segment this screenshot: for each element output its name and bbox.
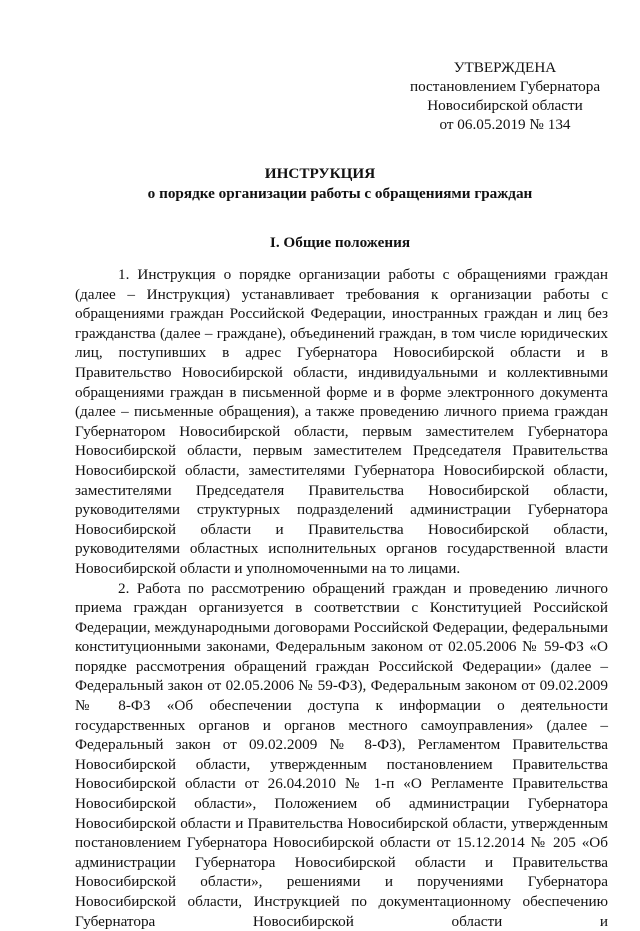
document-body (75, 265, 608, 931)
paragraph-2: 2. Работа по рассмотрению обращений граждан и проведению личного приема граждан организуется в соответствии с Конституцией Российской Федерации, международными договорами Российской Федерации, федеральными конституционными законами, Федеральным законом от 02.05.2006 № 59-ФЗ «О порядке рассмотрения обращений граждан Российской Федерации» (далее – Федеральный закон от 02.05.2006 № 59-ФЗ), Федеральным законом от 09.02.2009 № 8-ФЗ «Об обеспечении доступа к информации о деятельности государственных органов и органов местного самоуправления» (далее – Федеральный закон от 09.02.2009 № 8-ФЗ), Регламентом Правительства Новосибирской области, утвержденным постановлением Правительства Новосибирской области от 26.04.2010 № 1-п «О Регламенте Правительства Новосибирской области», Положением об администрации Губернатора Новосибирской области и Правительства Новосибирской области, утвержденным постановлением Губернатора Новосибирской области от 15.12.2014 № 205 «Об администрации Губернатора Новосибирской области и Правительства Новосибирской области», решениями и поручениями Губернатора Новосибирской области, Инструкцией по документационному обеспечению Губернатора Новосибирской области и (75, 579, 608, 931)
title-subtitle: о порядке организации работы с обращениями граждан (40, 184, 640, 204)
approval-line-4: от 06.05.2019 № 134 (405, 115, 605, 134)
approval-line-1: УТВЕРЖДЕНА (405, 58, 605, 77)
approval-stamp (405, 58, 605, 134)
section-heading: I. Общие положения (20, 233, 640, 253)
title-main: ИНСТРУКЦИЯ (0, 164, 640, 184)
document-title (0, 164, 640, 203)
approval-line-2: постановлением Губернатора (405, 77, 605, 96)
approval-line-3: Новосибирской области (405, 96, 605, 115)
paragraph-1: 1. Инструкция о порядке организации работы с обращениями граждан (далее – Инструкция) устанавливает требования к организации работы с обращениями граждан Российской Федерации, иностранных граждан и лиц без гражданства (далее – граждане), объединений граждан, в том числе юридических лиц, поступивших в адрес Губернатора Новосибирской области и в Правительство Новосибирской области, индивидуальными и коллективными обращениями граждан в письменной форме и в форме электронного документа (далее – письменные обращения), а также проведению личного приема граждан Губернатором Новосибирской области, первым заместителем Губернатора Новосибирской области, первым заместителем Председателя Правительства Новосибирской области, заместителями Губернатора Новосибирской области, заместителями Председателя Правительства Новосибирской области, руководителями структурных подразделений администрации Губернатора Новосибирской области и Правительства Новосибирской области, руководителями областных исполнительных органов государственной власти Новосибирской области и уполномоченными на то лицами. (75, 265, 608, 579)
